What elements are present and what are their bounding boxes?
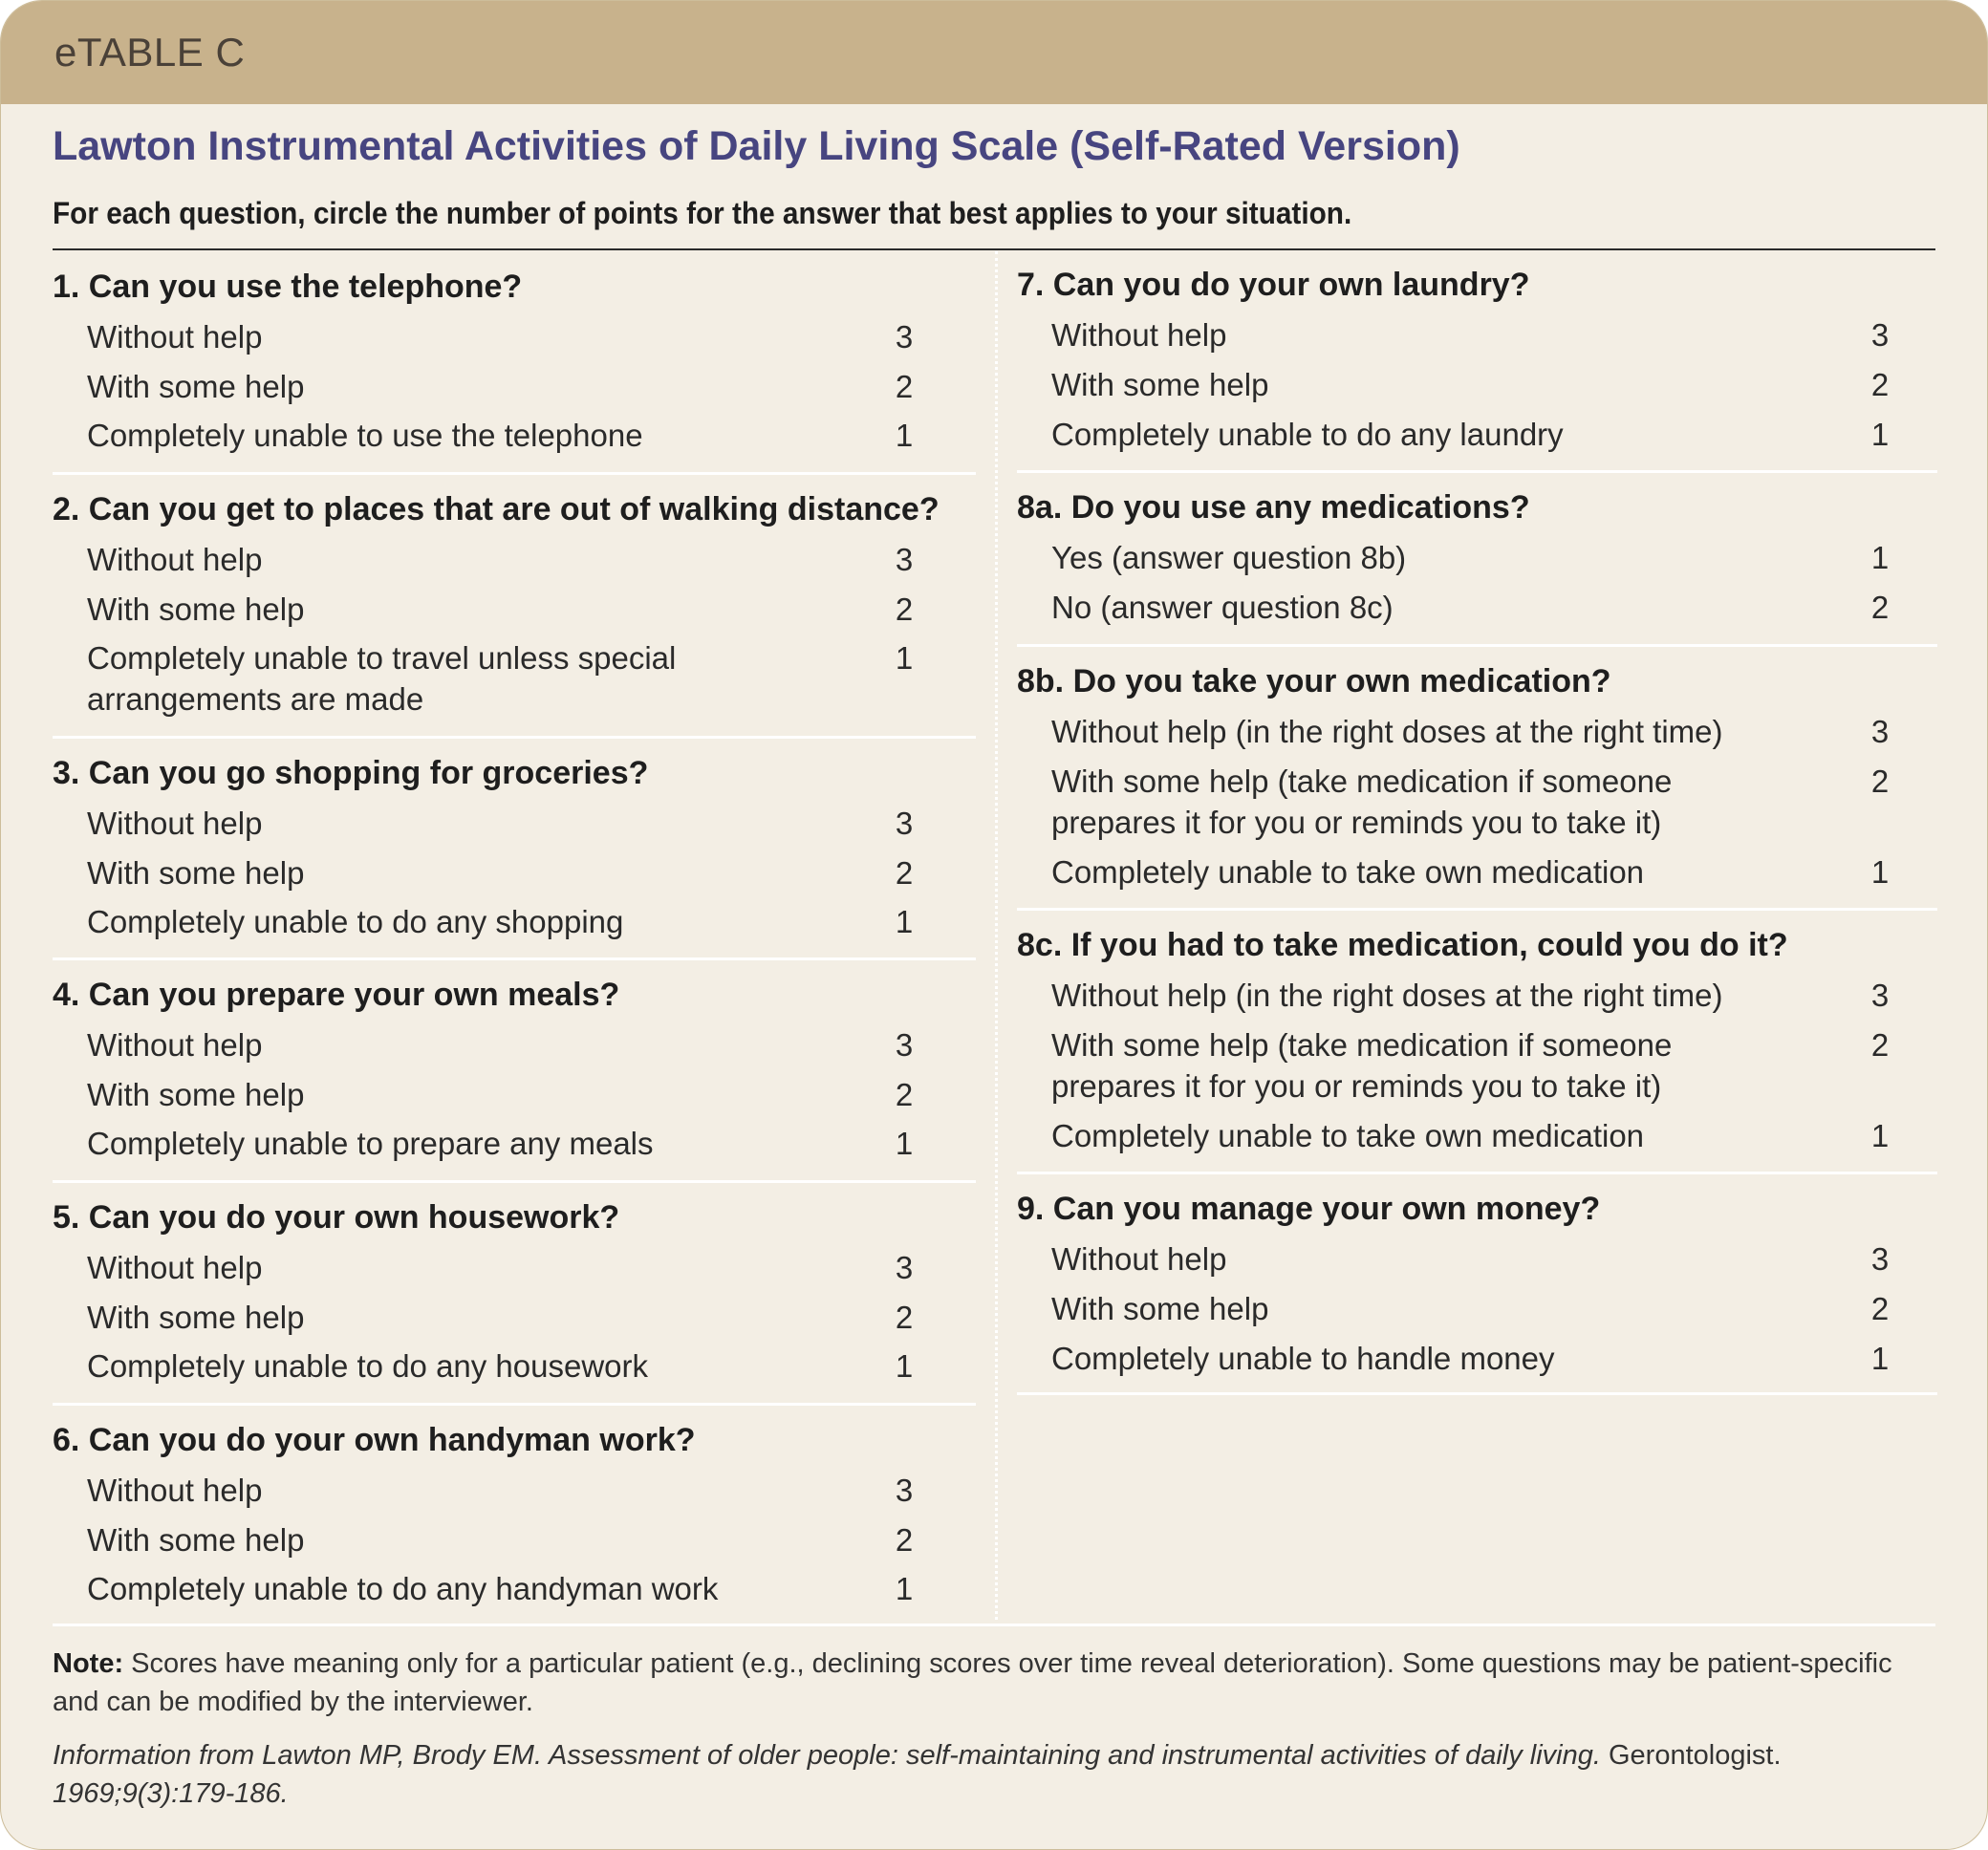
answer-score: 1 [1870, 1118, 1890, 1153]
answer-text: Completely unable to use the telephone [87, 418, 643, 453]
answer-text: Without help [87, 542, 263, 577]
answer-text: With some help (take medication if someone [1051, 1027, 1673, 1063]
answer-text: No (answer question 8c) [1051, 590, 1394, 625]
instruction-text: For each question, circle the number of points for the answer that best applies to your situation. [53, 196, 1352, 230]
answer-text: Completely unable to do any handyman work [87, 1571, 719, 1606]
question-title: 7. Can you do your own laundry? [1017, 267, 1530, 303]
answer-text: Without help [87, 1027, 263, 1063]
note-text: Scores have meaning only for a particular patient (e.g., declining scores over time reveal deterioration). Some questions may be patient-specific and can be modified by the interviewer. [53, 1648, 1892, 1717]
question-title: 8c. If you had to take medication, could you do it? [1017, 927, 1788, 963]
answer-text: Without help [87, 1473, 263, 1508]
header-rule [53, 248, 1935, 250]
answer-text: With some help [1051, 367, 1269, 402]
answer-score: 2 [895, 1077, 914, 1112]
column-divider [995, 251, 998, 1620]
answer-score: 1 [1870, 417, 1890, 452]
answer-text: Yes (answer question 8b) [1051, 540, 1407, 575]
question-title: 8a. Do you use any medications? [1017, 489, 1530, 526]
question-title: 8b. Do you take your own medication? [1017, 663, 1611, 699]
answer-score: 2 [1870, 367, 1890, 402]
answer-score: 1 [1870, 854, 1890, 890]
answer-text: arrangements are made [87, 681, 424, 717]
answer-score: 3 [895, 806, 914, 841]
answer-score: 2 [895, 1522, 914, 1558]
answer-text: prepares it for you or reminds you to take it) [1051, 805, 1662, 840]
question-divider [1017, 908, 1937, 911]
citation-text: Information from Lawton MP, Brody EM. Assessment of older people: self-maintaining and instrumental activities of daily living. [53, 1740, 1601, 1771]
answer-text: Completely unable to take own medication [1051, 1118, 1645, 1153]
answer-score: 2 [1870, 1291, 1890, 1326]
answer-text: With some help [87, 855, 305, 891]
answer-score: 1 [895, 1571, 914, 1606]
answer-text: With some help [87, 592, 305, 627]
answer-score: 3 [1870, 1241, 1890, 1277]
answer-score: 2 [1870, 1027, 1890, 1063]
answer-score: 2 [895, 592, 914, 627]
answer-score: 3 [1870, 714, 1890, 749]
answer-score: 3 [1870, 317, 1890, 353]
answer-text: With some help [87, 1522, 305, 1558]
citation-journal: Gerontologist. [1608, 1740, 1782, 1771]
answer-score: 2 [895, 1300, 914, 1335]
table-label: eTABLE C [54, 30, 246, 75]
answer-score: 3 [895, 319, 914, 355]
answer-score: 1 [895, 418, 914, 453]
question-title: 9. Can you manage your own money? [1017, 1191, 1601, 1227]
answer-score: 3 [895, 1027, 914, 1063]
answer-score: 1 [895, 904, 914, 939]
note-label: Note: [53, 1648, 124, 1679]
answer-text: prepares it for you or reminds you to take it) [1051, 1068, 1662, 1104]
question-divider [53, 472, 976, 475]
footer-rule [53, 1624, 1935, 1626]
answer-score: 1 [895, 1126, 914, 1161]
answer-score: 3 [895, 1473, 914, 1508]
answer-score: 1 [1870, 1341, 1890, 1376]
question-divider [53, 1403, 976, 1406]
answer-score: 2 [1870, 590, 1890, 625]
answer-score: 2 [895, 369, 914, 404]
question-divider [53, 957, 976, 960]
answer-text: With some help (take medication if someone [1051, 764, 1673, 799]
header-bar [1, 1, 1987, 104]
citation-paragraph [53, 1736, 1945, 1813]
answer-text: Without help [87, 319, 263, 355]
answer-score: 1 [895, 640, 914, 676]
answer-score: 2 [895, 855, 914, 891]
answer-text: Without help [87, 806, 263, 841]
answer-score: 3 [895, 542, 914, 577]
answer-text: With some help [87, 1077, 305, 1112]
answer-text: Completely unable to do any housework [87, 1348, 649, 1384]
answer-text: Without help (in the right doses at the right time) [1051, 714, 1723, 749]
answer-score: 3 [1870, 978, 1890, 1013]
question-divider [53, 1180, 976, 1183]
answer-text: Completely unable to do any laundry [1051, 417, 1564, 452]
question-title: 6. Can you do your own handyman work? [53, 1422, 696, 1458]
answer-score: 1 [895, 1348, 914, 1384]
answer-text: Without help [87, 1250, 263, 1285]
answer-score: 1 [1870, 540, 1890, 575]
question-title: 3. Can you go shopping for groceries? [53, 755, 649, 791]
table-title: Lawton Instrumental Activities of Daily Living Scale (Self-Rated Version) [53, 123, 1460, 169]
answer-text: With some help [1051, 1291, 1269, 1326]
answer-text: Completely unable to handle money [1051, 1341, 1555, 1376]
note-paragraph [53, 1645, 1945, 1721]
answer-text: Completely unable to prepare any meals [87, 1126, 654, 1161]
answer-text: Completely unable to do any shopping [87, 904, 624, 939]
question-title: 5. Can you do your own housework? [53, 1199, 620, 1236]
answer-text: Without help [1051, 317, 1227, 353]
answer-text: Without help (in the right doses at the right time) [1051, 978, 1723, 1013]
question-title: 4. Can you prepare your own meals? [53, 977, 620, 1013]
question-title: 1. Can you use the telephone? [53, 269, 523, 305]
question-title: 2. Can you get to places that are out of walking distance? [53, 491, 940, 527]
answer-text: Completely unable to take own medication [1051, 854, 1645, 890]
question-divider [53, 736, 976, 739]
answer-score: 3 [895, 1250, 914, 1285]
answer-text: Without help [1051, 1241, 1227, 1277]
question-divider [1017, 644, 1937, 647]
citation-volume: 1969;9(3):179-186. [53, 1778, 289, 1809]
answer-score: 2 [1870, 764, 1890, 799]
question-divider [1017, 1392, 1937, 1395]
answer-text: With some help [87, 369, 305, 404]
answer-text: Completely unable to travel unless special [87, 640, 677, 676]
question-divider [1017, 470, 1937, 473]
answer-text: With some help [87, 1300, 305, 1335]
question-divider [1017, 1172, 1937, 1174]
